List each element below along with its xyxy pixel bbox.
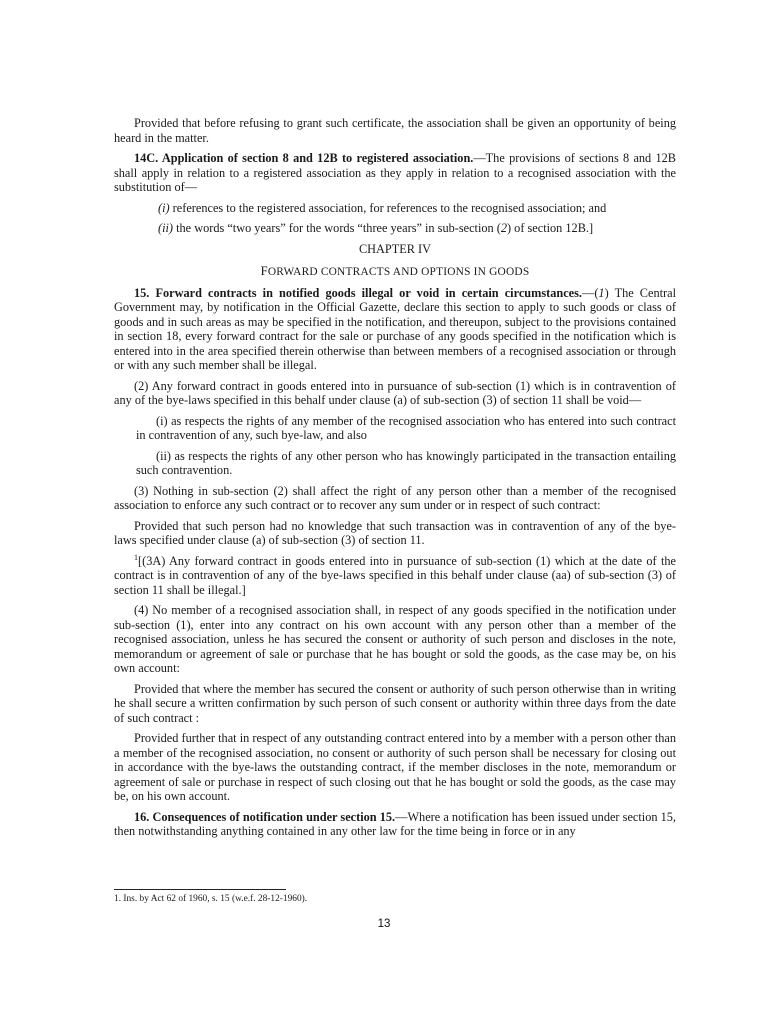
section-15-heading: 15. Forward contracts in notified goods illegal or void in certain circumstances. bbox=[134, 285, 583, 300]
document-body bbox=[114, 116, 676, 845]
footnote-divider bbox=[114, 889, 286, 890]
subsection-3-proviso: Provided that such person had no knowledge that such transaction was in contravention of any of the bye-laws specified under clause (a) of sub-section (3) of section 11. bbox=[114, 518, 676, 547]
chapter-title: FORWARD CONTRACTS AND OPTIONS IN GOODS bbox=[260, 264, 530, 278]
subsection-2-clause-ii: (ii) as respects the rights of any other person who has knowingly participated in the transaction entailing such contravention. bbox=[136, 448, 676, 477]
subsection-3a-paragraph: $^1$[(3A) Any forward contract in goods entered into in pursuance of sub-section (1) which at the date of the contract is in contravention of any of the bye-laws specified in this behalf under clause (aa) of sub-section (3) of section 11 shall be illegal.] bbox=[114, 552, 676, 597]
footnote: 1. Ins. by Act 62 of 1960, s. 15 (w.e.f. 28-12-1960). bbox=[114, 894, 308, 904]
subsection-3-paragraph: (3) Nothing in sub-section (2) shall affect the right of any person other than a member of the recognised association to enforce any such contract or to recover any sum under or in respect of such contract: bbox=[114, 483, 676, 512]
clause-i: (i) references to the registered association, for references to the recognised association; and bbox=[158, 200, 607, 215]
chapter-heading: CHAPTER IV bbox=[358, 241, 432, 256]
footnote-marker: 1 bbox=[134, 552, 138, 562]
clause-ii: (ii) the words “two years” for the words “three years” in sub-section (2) of section 12B.] bbox=[158, 221, 594, 235]
subsection-2-clause-i: (i) as respects the rights of any member of the recognised association who has entered into such contract in contravention of any, such bye-law, and also bbox=[136, 413, 676, 442]
subsection-4-further-proviso: Provided further that in respect of any outstanding contract entered into by a member with a person other than a member of the recognised association, no consent or authority of such person shall be necessary for closing out in accordance with the bye-laws the outstanding contract, if the member discloses in the note, memorandum or agreement of sale or purchase in respect of such closing out that he has bought or sold the goods, as the case may be, on his own account. bbox=[114, 731, 676, 803]
subsection-2-paragraph: (2) Any forward contract in goods entered into in pursuance of sub-section (1) which is in contravention of any of the bye-laws specified in this behalf under clause (a) of sub-section (3) of section 11 shall be void— bbox=[114, 378, 676, 407]
page-number: 13 bbox=[377, 918, 391, 930]
proviso-paragraph: Provided that before refusing to grant such certificate, the association shall be given an opportunity of being heard in the matter. bbox=[114, 116, 676, 145]
subsection-4-paragraph: (4) No member of a recognised association shall, in respect of any goods specified in the notification under sub-section (1), enter into any contract on his own account with any person other than a member of the recognised association, unless he has secured the consent or authority of such person and discloses in the note, memorandum or agreement of sale or purchase that he has bought or sold the goods, as the case may be, on his own account: bbox=[114, 603, 676, 675]
section-16-heading: 16. Consequences of notification under section 15. bbox=[134, 809, 396, 824]
subsection-4-proviso: Provided that where the member has secured the consent or authority of such person otherwise than in writing he shall secure a written confirmation by such person of such consent or authority within three days from the date of such contract : bbox=[114, 681, 676, 725]
section-15-paragraph: 15. Forward contracts in notified goods illegal or void in certain circumstances.—(1) The Central Government may, by notification in the Official Gazette, declare this section to apply to such goods or class of goods and in such areas as may be specified in the notification, and thereupon, subject to the provisions contained in section 18, every forward contract for the sale or purchase of any goods specified in the notification which is entered into in the area specified therein otherwise than between members of a recognised association or through or with any such member shall be illegal. bbox=[114, 285, 676, 372]
section-14c-paragraph: 14C. Application of section 8 and 12B to registered association.—The provisions of sections 8 and 12B shall apply in relation to a registered association as they apply in relation to a recognised association with the substitution of— bbox=[114, 151, 676, 194]
section-16-paragraph: 16. Consequences of notification under section 15.—Where a notification has been issued under section 15, then notwithstanding anything contained in any other law for the time being in force or in any bbox=[114, 809, 676, 838]
section-14c-heading: 14C. Application of section 8 and 12B to registered association. bbox=[134, 151, 474, 165]
